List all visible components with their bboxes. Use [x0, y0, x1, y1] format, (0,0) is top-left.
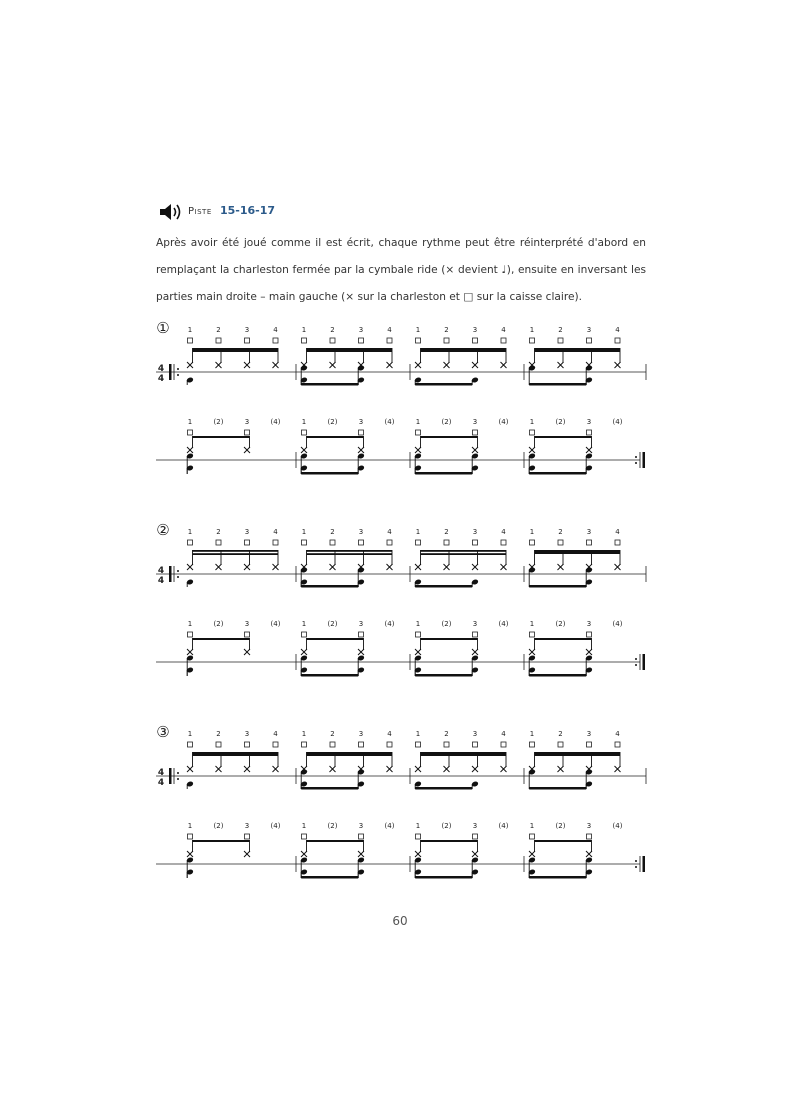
count-label: 3 [358, 730, 364, 738]
left-hand-box [615, 742, 620, 747]
beam [301, 674, 358, 677]
left-hand-box [387, 338, 392, 343]
left-hand-box [473, 338, 478, 343]
left-hand-box [302, 540, 307, 545]
repeat-dot [177, 570, 179, 572]
left-hand-box [273, 540, 278, 545]
left-hand-box [387, 742, 392, 747]
left-hand-box [330, 338, 335, 343]
count-label: (4) [384, 822, 395, 830]
left-hand-box [359, 338, 364, 343]
left-hand-box [416, 430, 421, 435]
left-hand-box [501, 742, 506, 747]
left-hand-box [587, 540, 592, 545]
repeat-start-bar [169, 364, 172, 380]
count-label: (4) [498, 620, 509, 628]
beam [193, 840, 250, 842]
count-label: 1 [415, 620, 421, 628]
time-signature-top: 4 [157, 768, 165, 778]
left-hand-box [245, 430, 250, 435]
left-hand-box [188, 430, 193, 435]
count-label: (2) [327, 822, 338, 830]
left-hand-box [245, 338, 250, 343]
count-label: 3 [472, 822, 478, 830]
left-hand-box [273, 742, 278, 747]
count-label: 3 [586, 620, 592, 628]
count-label: 3 [472, 730, 478, 738]
count-label: 3 [586, 326, 592, 334]
count-label: 3 [244, 326, 250, 334]
count-label: 2 [330, 730, 335, 738]
count-label: 4 [387, 326, 392, 334]
beam [415, 787, 472, 790]
left-hand-box [245, 742, 250, 747]
beam [529, 472, 586, 475]
left-hand-box [444, 540, 449, 545]
count-label: 3 [358, 528, 364, 536]
count-label: 4 [615, 326, 620, 334]
count-label: (2) [213, 620, 224, 628]
repeat-dot [177, 374, 179, 376]
count-label: 3 [586, 730, 592, 738]
beam [535, 752, 621, 756]
repeat-dot [177, 778, 179, 780]
exercise-number: ② [156, 521, 170, 539]
count-label: 2 [444, 528, 449, 536]
count-label: 2 [558, 326, 563, 334]
repeat-dot [177, 368, 179, 370]
count-label: 1 [415, 528, 421, 536]
count-label: (4) [384, 620, 395, 628]
beam [307, 638, 364, 640]
beam [535, 840, 592, 842]
left-hand-box [501, 540, 506, 545]
time-signature-top: 4 [157, 364, 165, 374]
count-label: 1 [529, 418, 535, 426]
left-hand-box [188, 632, 193, 637]
count-label: (4) [270, 418, 281, 426]
left-hand-box [216, 338, 221, 343]
beam [421, 840, 478, 842]
beam [307, 436, 364, 438]
count-label: 1 [301, 528, 307, 536]
count-label: 2 [216, 730, 221, 738]
beam [421, 348, 507, 352]
count-label: 3 [586, 528, 592, 536]
left-hand-box [416, 338, 421, 343]
left-hand-box [416, 540, 421, 545]
left-hand-box [501, 338, 506, 343]
left-hand-box [273, 338, 278, 343]
count-label: 2 [444, 730, 449, 738]
beam [529, 383, 586, 386]
intro-text: Après avoir été joué comme il est écrit, chaque rythme peut être réinterprété d'abord en remplaçant la charleston fermée par la cymbale ride (× devient ♩), ensuite en inversant les parties main droite – main gauche (× sur la charleston et □ sur la caisse claire). [156, 237, 646, 303]
repeat-dot [177, 772, 179, 774]
count-label: 2 [216, 326, 221, 334]
count-label: (2) [555, 418, 566, 426]
beam [535, 550, 621, 554]
left-hand-box [473, 834, 478, 839]
left-hand-box [473, 430, 478, 435]
left-hand-box [302, 632, 307, 637]
count-label: 2 [216, 528, 221, 536]
beam [421, 553, 507, 555]
beam [535, 638, 592, 640]
beam [421, 550, 507, 552]
repeat-end-bar [643, 654, 646, 670]
beam [301, 876, 358, 879]
count-label: (4) [270, 822, 281, 830]
left-hand-box [387, 540, 392, 545]
count-label: 1 [301, 620, 307, 628]
beam [193, 638, 250, 640]
count-label: 1 [415, 418, 421, 426]
left-hand-box [188, 540, 193, 545]
left-hand-box [473, 632, 478, 637]
count-label: 2 [330, 528, 335, 536]
left-hand-box [416, 632, 421, 637]
beam [193, 553, 279, 555]
left-hand-box [558, 742, 563, 747]
left-hand-box [444, 742, 449, 747]
count-label: (2) [213, 418, 224, 426]
beam [415, 472, 472, 475]
exercise-number: ① [156, 319, 170, 337]
beam [529, 787, 586, 790]
exercise-number: ③ [156, 723, 170, 741]
left-hand-box [530, 430, 535, 435]
beam [529, 585, 586, 588]
count-label: (4) [498, 418, 509, 426]
repeat-dot [635, 866, 637, 868]
count-label: 2 [330, 326, 335, 334]
left-hand-box [302, 742, 307, 747]
left-hand-box [245, 540, 250, 545]
left-hand-box [216, 540, 221, 545]
beam [529, 674, 586, 677]
repeat-dot [635, 860, 637, 862]
time-signature-bottom: 4 [157, 374, 165, 384]
count-label: 1 [187, 822, 193, 830]
count-label: (2) [441, 620, 452, 628]
count-label: 1 [187, 418, 193, 426]
left-hand-box [359, 430, 364, 435]
count-label: 1 [415, 326, 421, 334]
left-hand-box [587, 632, 592, 637]
count-label: 4 [615, 730, 620, 738]
count-label: 1 [301, 418, 307, 426]
beam [535, 348, 621, 352]
left-hand-box [245, 834, 250, 839]
left-hand-box [587, 834, 592, 839]
count-label: 3 [586, 822, 592, 830]
left-hand-box [245, 632, 250, 637]
left-hand-box [416, 834, 421, 839]
count-label: 3 [244, 528, 250, 536]
count-label: 1 [529, 620, 535, 628]
left-hand-box [558, 540, 563, 545]
count-label: (4) [612, 418, 623, 426]
count-label: 2 [558, 528, 563, 536]
beam [535, 436, 592, 438]
beam [307, 752, 393, 756]
left-hand-box [615, 338, 620, 343]
left-hand-box [188, 338, 193, 343]
count-label: 1 [187, 730, 193, 738]
count-label: 1 [529, 822, 535, 830]
beam [307, 550, 393, 552]
time-signature-bottom: 4 [157, 576, 165, 586]
count-label: 3 [472, 418, 478, 426]
track-label: Piste [188, 206, 212, 217]
count-label: (2) [327, 418, 338, 426]
beam [301, 585, 358, 588]
repeat-start-bar [169, 566, 172, 582]
left-hand-box [302, 430, 307, 435]
count-label: (4) [498, 822, 509, 830]
page-number: 60 [392, 914, 408, 928]
count-label: 1 [301, 730, 307, 738]
beam [421, 638, 478, 640]
count-label: (2) [213, 822, 224, 830]
left-hand-box [330, 742, 335, 747]
repeat-dot [177, 576, 179, 578]
count-label: 4 [273, 326, 278, 334]
repeat-dot [635, 664, 637, 666]
count-label: (2) [555, 822, 566, 830]
count-label: 4 [387, 730, 392, 738]
left-hand-box [587, 338, 592, 343]
repeat-dot [635, 456, 637, 458]
count-label: (2) [555, 620, 566, 628]
count-label: 1 [415, 822, 421, 830]
beam [307, 553, 393, 555]
beam [193, 348, 279, 352]
count-label: 1 [301, 822, 307, 830]
beam [415, 585, 472, 588]
track-numbers: 15-16-17 [220, 204, 276, 217]
beam [307, 840, 364, 842]
count-label: (2) [441, 418, 452, 426]
time-signature-top: 4 [157, 566, 165, 576]
repeat-end-bar [643, 452, 646, 468]
count-label: 1 [529, 528, 535, 536]
count-label: 3 [244, 822, 250, 830]
count-label: 3 [586, 418, 592, 426]
left-hand-box [558, 338, 563, 343]
count-label: 4 [501, 326, 506, 334]
left-hand-box [473, 742, 478, 747]
left-hand-box [587, 742, 592, 747]
repeat-start-bar [169, 768, 172, 784]
count-label: (4) [612, 822, 623, 830]
count-label: (4) [612, 620, 623, 628]
count-label: 3 [358, 326, 364, 334]
left-hand-box [188, 742, 193, 747]
beam [307, 348, 393, 352]
beam [421, 752, 507, 756]
count-label: 4 [387, 528, 392, 536]
count-label: 3 [358, 822, 364, 830]
count-label: 4 [501, 528, 506, 536]
beam [421, 436, 478, 438]
count-label: 4 [501, 730, 506, 738]
beam [193, 752, 279, 756]
left-hand-box [473, 540, 478, 545]
count-label: 3 [358, 620, 364, 628]
count-label: (2) [441, 822, 452, 830]
left-hand-box [530, 742, 535, 747]
count-label: 4 [273, 730, 278, 738]
beam [529, 876, 586, 879]
left-hand-box [530, 834, 535, 839]
count-label: 3 [358, 418, 364, 426]
count-label: 1 [529, 730, 535, 738]
count-label: 4 [615, 528, 620, 536]
time-signature-bottom: 4 [157, 778, 165, 788]
count-label: 1 [301, 326, 307, 334]
left-hand-box [359, 540, 364, 545]
count-label: (4) [270, 620, 281, 628]
count-label: 3 [472, 528, 478, 536]
count-label: 1 [415, 730, 421, 738]
beam [415, 674, 472, 677]
count-label: 3 [472, 326, 478, 334]
beam [415, 876, 472, 879]
count-label: 2 [558, 730, 563, 738]
count-label: 1 [187, 326, 193, 334]
count-label: (4) [384, 418, 395, 426]
beam [415, 383, 472, 386]
left-hand-box [359, 742, 364, 747]
left-hand-box [188, 834, 193, 839]
beam [301, 472, 358, 475]
left-hand-box [216, 742, 221, 747]
left-hand-box [302, 338, 307, 343]
left-hand-box [330, 540, 335, 545]
count-label: 3 [472, 620, 478, 628]
left-hand-box [530, 540, 535, 545]
count-label: 2 [444, 326, 449, 334]
beam [301, 383, 358, 386]
count-label: 1 [529, 326, 535, 334]
left-hand-box [444, 338, 449, 343]
count-label: (2) [327, 620, 338, 628]
left-hand-box [416, 742, 421, 747]
left-hand-box [587, 430, 592, 435]
left-hand-box [615, 540, 620, 545]
beam [193, 550, 279, 552]
beam [193, 436, 250, 438]
count-label: 1 [187, 620, 193, 628]
count-label: 4 [273, 528, 278, 536]
left-hand-box [359, 632, 364, 637]
count-label: 3 [244, 418, 250, 426]
beam [301, 787, 358, 790]
count-label: 3 [244, 620, 250, 628]
left-hand-box [302, 834, 307, 839]
count-label: 1 [187, 528, 193, 536]
repeat-dot [635, 658, 637, 660]
count-label: 3 [244, 730, 250, 738]
left-hand-box [530, 338, 535, 343]
left-hand-box [530, 632, 535, 637]
repeat-dot [635, 462, 637, 464]
repeat-end-bar [643, 856, 646, 872]
left-hand-box [359, 834, 364, 839]
